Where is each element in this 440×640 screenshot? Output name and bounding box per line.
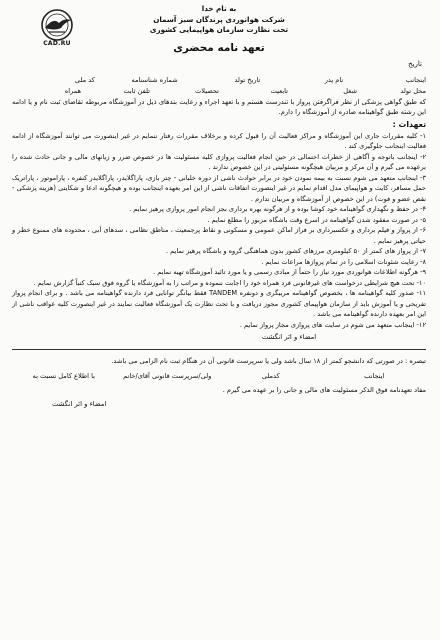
commitment-item: ۱- کلیه مقررات جاری این آموزشگاه و مراکز فعالیت آن را قبول کرده و برخلاف مقررات رفتار ننمایم در غیر اینصورت می توانند آموزشگاه از ادامه فعالیت اینجانب جلوگیری کند . [12,131,426,151]
section-divider [12,349,426,350]
intro-paragraph: که طبق گواهی پزشکی از نظر فراگرفتن پرواز با تندرست هستم و با تعهد اجراء و رعایت بندهای ذیل در آموزشگاه مربوطه تقاضای ثبت نام و یا ادامه این رشته طبق گواهینامه صادره از آموزشگاه را دارم. [12,97,426,117]
commitment-item: ۱۰- تحت هیچ شرایطی درخواست های غیرقانونی فرد همراه خود را اجابت ننموده و مراتب را به آموزشگاه یا گروه فوق سبک کتباً گزارش نمایم . [33,278,426,287]
commitment-item: ۶- از پرواز و فیلم برداری و عکسبرداری بر فراز اماکن عمومی و مسکونی و نقاط پرجمعیت ، مناطق نظامی ، سدهای آبی ، محدوده های ممنوع خطر و حیاتی پرهیز نمایم . [12,226,426,245]
commitments-list [12,131,426,331]
guardian-field-label: کدملی [261,372,280,381]
commitment-item: ۸- رعایت شئونات اسلامی را در تمام پروازها مراعات نمایم . [261,257,426,266]
student-signature-label: امضاء و اثر انگشت [261,333,317,342]
supervision-line: تحت نظارت سازمان هواپیمایی کشوری [149,25,289,34]
commitment-item: ۹- هرگونه اطلاعات هوانوردی مورد نیاز را حتماً از مبادی رسمی و یا مورد تائید آموزشگاه تهیه نمایم . [153,268,426,277]
commitment-item: ۲- اینجانب باتوجه و آگاهی از خطرات احتمالی در حین انجام فعالیت پروازی کلیه مسئولیت ها در خصوص ضرر و زیانهای مالی و جانی حادث شده را برعهده می گیرم و آن مرکز و مربیان هیچگونه مسئولیتی در این خصوص ندارند . [12,152,426,172]
guardian-field-label: ولی/سرپرست قانونی آقای/خانم [123,372,212,381]
field-label: تلفن ثابت [123,86,150,95]
guardian-field-label: اینجانب [364,372,385,381]
field-label: تابعیت [270,86,288,95]
guardian-note: تبصره : در صورتی که دانشجو کمتر از ۱۸ سال باشد ولی یا سرپرست قانونی آن در هنگام ثبت نام الزامی می باشد. [111,357,426,366]
bird-logo-icon [35,8,79,42]
logo-text: CAD.RU [43,40,71,47]
guardian-signature-label: امضاء و اثر انگشت [52,400,107,409]
personal-info-row-1 [12,75,426,85]
commitment-item: ۱۱- صدور کلیه گواهینامه ها ، بخصوص گواهینامه مربیگری و دونفره TANDEM فقط بیانگر توانایی فرد دارنده گواهینامه می باشد . و برای انجام پرواز تفریحی و یا آموزش باید از سازمان هواپیمای کشوری مجوز دریافت و با تحت نظارت یک آموزشگاه فعالیت نمایند در غیر اینصورت کلیه عواقب ناشی از این امر بعهده دارنده گواهینامه می باشد . [12,289,426,319]
commitment-item: ۳- اینجانب متعهد می شوم نسبت به بیمه نمودن خود در برابر حوادث ناشی از دوره خلبانی - چتر بازی، پاراگلایدر، پاراگلایدر کنفره ، پاراموتور ، پاراتریک حمل مسافر، کایت و هواپیمای مدل اقدام نمایم در غیر اینصورت اتفاقات ناشی از این امر بعهده اینجانب بوده و هیچگونه ادعا و شکایتی (هزینه پزشکی - نقص عضو و فوت) در این خصوص از آموزشگاه و مربیان ندارم . [12,173,426,203]
guardian-commitment-text: مفاد تعهدنامه فوق الذکر مسئولیت های مالی و جانی را بر عهده می گیرم . [222,386,426,395]
field-label: محل تولد [400,86,426,95]
basmala: به نام خدا [201,4,237,13]
field-label: همراه [64,86,81,95]
field-label: تاریخ تولد [234,75,261,84]
guardian-field-label: با اطلاع کامل نسبت به [32,372,95,381]
guardian-info-row [12,372,426,380]
field-label: شغل [343,86,357,95]
commitment-item: ۱۲- اینجانب متعهد می شوم در سایت های پروازی مجاز پرواز نمایم . [239,320,426,329]
commitment-item: ۷- از پرواز های کمتر از ۵۰ کیلومتری مرزهای کشور بدون هماهنگی گروه و باشگاه پرهیز نمایم . [165,247,426,256]
date-field: تاریخ [408,59,422,68]
commitment-item: ۴- در حفظ و نگهداری گواهینامه خود کوشا بوده و از هرگونه بهره برداری بجز انجام امور پروازی پرهیز نمایم . [129,205,426,214]
field-label: شماره شناسنامه [131,75,178,84]
company-name: شرکت هوانوردی پرندگان سبز آسمان [153,14,285,24]
document-title: تعهد نامه محضری [173,41,265,54]
commitment-item: ۵- در صورت مفقود شدن گواهینامه در اسرع وقت باشگاه مزبور را مطلع نمایم . [207,215,426,224]
field-label: نام پدر [324,75,344,84]
field-label: کد ملی [74,75,95,84]
field-label: اینجانب [405,75,426,84]
commitments-title: تعهدات : [392,119,426,129]
personal-info-row-2 [12,86,426,96]
field-label: تحصیلات [195,86,219,95]
company-logo [30,8,84,56]
